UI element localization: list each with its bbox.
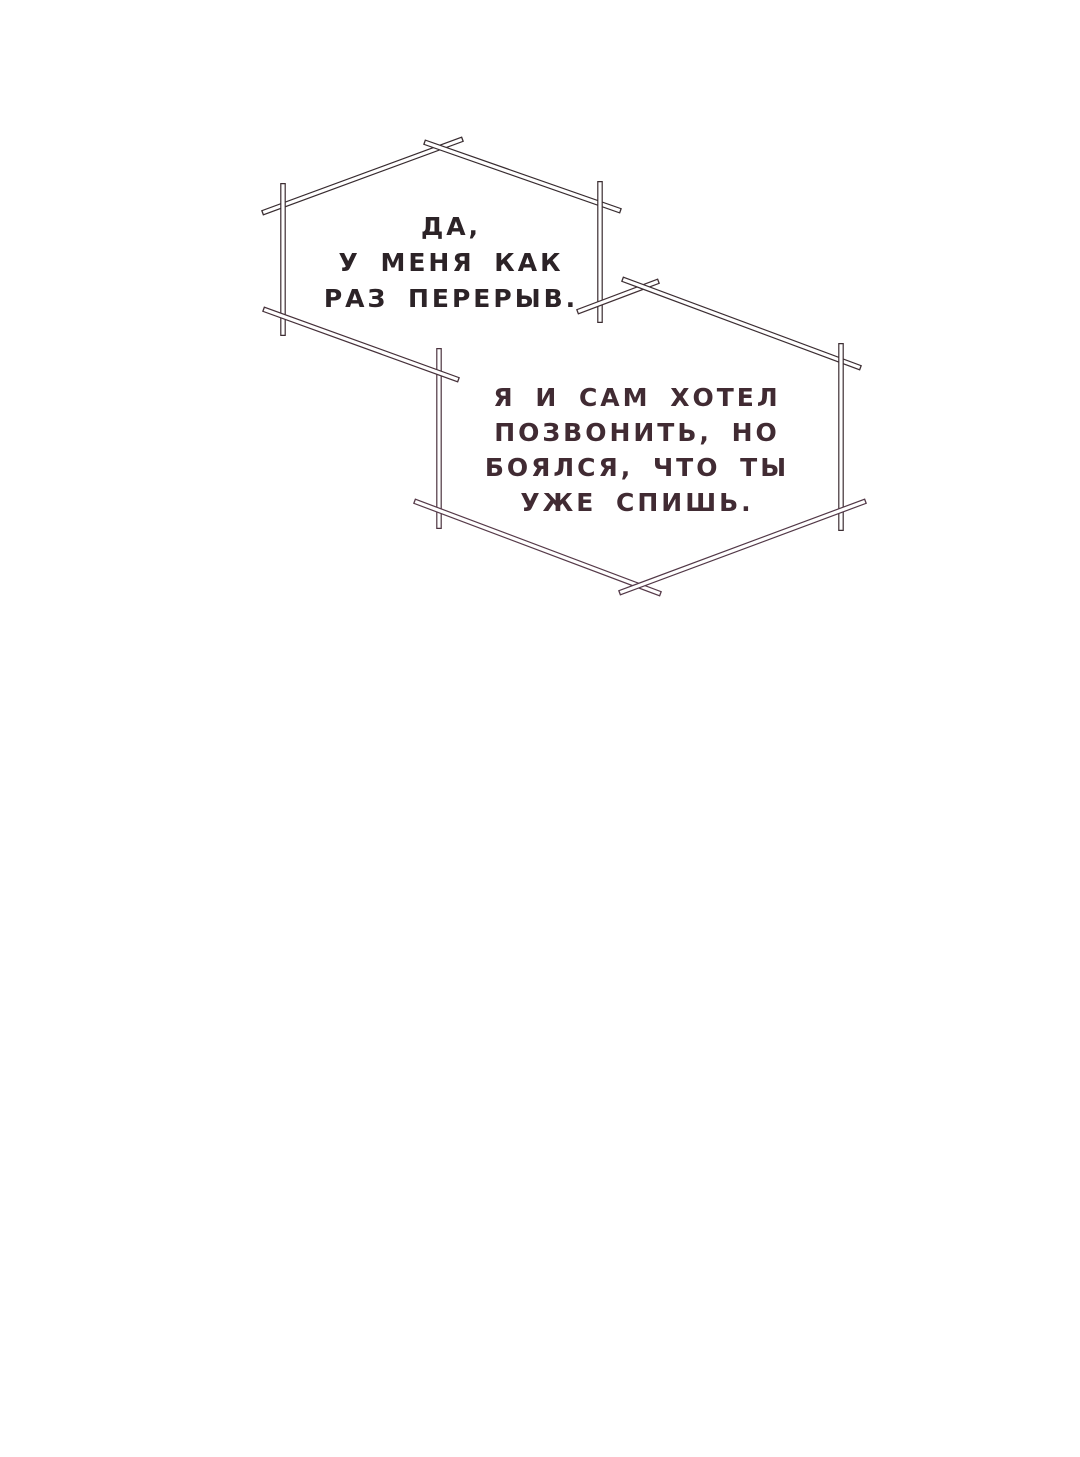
outline-stick-core [425, 142, 620, 210]
speech-line: ПОЗВОНИТЬ, НО [494, 418, 780, 447]
speech-line: УЖЕ СПИШЬ. [520, 488, 754, 517]
speech-line: У МЕНЯ КАК [338, 248, 564, 277]
speech-line: БОЯЛСЯ, ЧТО ТЫ [484, 453, 790, 482]
speech-bubble-2-text [472, 380, 802, 520]
speech-line: ДА, [420, 212, 482, 241]
speech-line: Я И САМ ХОТЕЛ [493, 383, 781, 412]
outline-stick-core [263, 139, 462, 212]
speech-line: РАЗ ПЕРЕРЫВ. [323, 284, 579, 313]
speech-bubble-1-text [286, 209, 616, 317]
outline-stick-core [623, 279, 860, 367]
outline-stick-core [264, 309, 458, 379]
